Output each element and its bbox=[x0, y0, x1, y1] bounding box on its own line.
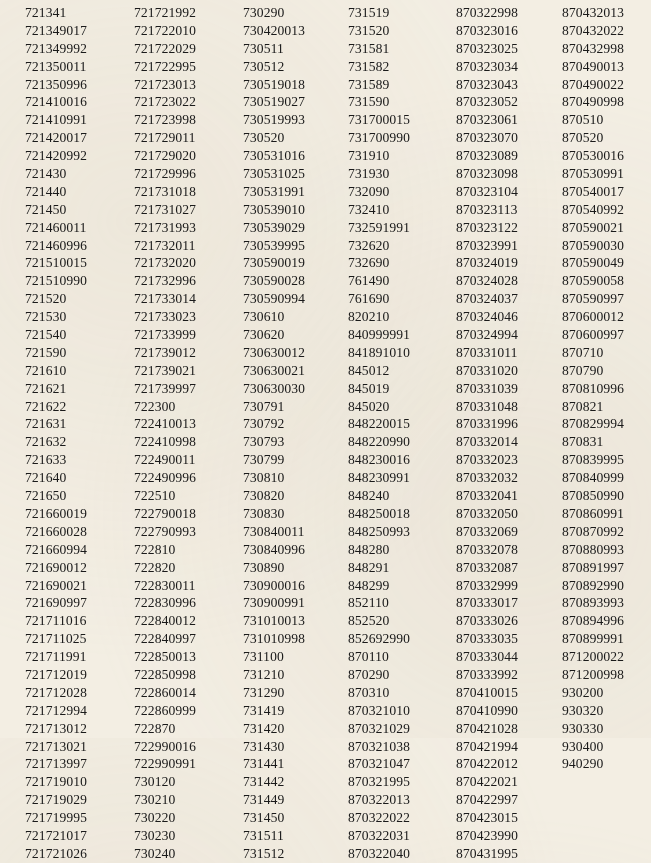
code-entry: 731700015 bbox=[348, 112, 411, 128]
code-entry: 730519027 bbox=[243, 94, 306, 110]
code-entry: 721460996 bbox=[25, 237, 88, 253]
code-entry: 870332041 bbox=[456, 488, 519, 504]
code-entry: 730590028 bbox=[243, 273, 306, 289]
code-entry: 731581 bbox=[348, 40, 390, 56]
code-entry: 852110 bbox=[348, 595, 389, 611]
code-entry: 870899991 bbox=[562, 631, 625, 647]
code-entry: 870323104 bbox=[456, 183, 519, 199]
code-entry: 870324994 bbox=[456, 327, 519, 343]
code-entry: 870490998 bbox=[562, 94, 625, 110]
code-entry: 721410016 bbox=[25, 94, 88, 110]
code-entry: 722410013 bbox=[134, 416, 197, 432]
code-entry: 870810996 bbox=[562, 380, 625, 396]
code-entry: 730220 bbox=[134, 810, 176, 826]
code-entry: 730120 bbox=[134, 774, 176, 790]
code-entry: 870322022 bbox=[348, 810, 411, 826]
code-entry: 870490013 bbox=[562, 58, 625, 74]
code-entry: 870432022 bbox=[562, 22, 625, 38]
code-entry: 722830996 bbox=[134, 595, 197, 611]
code-entry: 870332023 bbox=[456, 452, 519, 468]
code-entry: 930330 bbox=[562, 720, 604, 736]
code-entry: 721712019 bbox=[25, 666, 88, 682]
code-column-1 bbox=[25, 4, 87, 863]
code-entry: 721410991 bbox=[25, 112, 88, 128]
code-entry: 730890 bbox=[243, 559, 285, 575]
code-entry: 721510990 bbox=[25, 273, 88, 289]
code-entry: 870831 bbox=[562, 434, 604, 450]
code-entry: 870490022 bbox=[562, 76, 625, 92]
code-entry: 730512 bbox=[243, 58, 285, 74]
code-entry: 722990016 bbox=[134, 738, 197, 754]
code-entry: 731100 bbox=[243, 649, 284, 665]
code-entry: 761490 bbox=[348, 273, 390, 289]
code-entry: 721731027 bbox=[134, 201, 197, 217]
code-entry: 721739021 bbox=[134, 362, 197, 378]
code-entry: 870323070 bbox=[456, 130, 519, 146]
code-entry: 731519 bbox=[348, 5, 390, 20]
code-entry: 870322013 bbox=[348, 792, 411, 808]
code-entry: 870410990 bbox=[456, 702, 519, 718]
code-entry: 721660028 bbox=[25, 523, 88, 539]
code-entry: 848230016 bbox=[348, 452, 411, 468]
code-entry: 721712994 bbox=[25, 702, 88, 718]
code-entry: 721722029 bbox=[134, 40, 197, 56]
code-entry: 870431995 bbox=[456, 845, 519, 861]
code-entry: 870331996 bbox=[456, 416, 519, 432]
code-entry: 870540992 bbox=[562, 201, 625, 217]
code-entry: 722300 bbox=[134, 398, 176, 414]
code-entry: 721540 bbox=[25, 327, 67, 343]
code-entry: 870410015 bbox=[456, 684, 519, 700]
code-entry: 870600997 bbox=[562, 327, 625, 343]
code-entry: 852692990 bbox=[348, 631, 411, 647]
code-entry: 721450 bbox=[25, 201, 67, 217]
code-entry: 721721026 bbox=[25, 845, 88, 861]
code-entry: 721712028 bbox=[25, 684, 88, 700]
code-entry: 722990991 bbox=[134, 756, 197, 772]
code-entry: 870323098 bbox=[456, 166, 519, 182]
code-column-5 bbox=[456, 4, 518, 863]
code-entry: 721341 bbox=[25, 5, 67, 20]
code-entry: 870332087 bbox=[456, 559, 519, 575]
code-entry: 870590997 bbox=[562, 291, 625, 307]
code-entry: 870421994 bbox=[456, 738, 519, 754]
code-entry: 870323016 bbox=[456, 22, 519, 38]
code-entry: 730519993 bbox=[243, 112, 306, 128]
code-entry: 870530991 bbox=[562, 166, 625, 182]
code-entry: 845019 bbox=[348, 380, 390, 396]
code-entry: 731700990 bbox=[348, 130, 411, 146]
code-entry: 730511 bbox=[243, 40, 284, 56]
code-entry: 731010013 bbox=[243, 613, 306, 629]
code-entry: 870850990 bbox=[562, 488, 625, 504]
code-entry: 870333992 bbox=[456, 666, 519, 682]
code-entry: 730799 bbox=[243, 452, 285, 468]
code-entry: 730630021 bbox=[243, 362, 306, 378]
code-entry: 870332032 bbox=[456, 470, 519, 486]
code-entry: 721713021 bbox=[25, 738, 88, 754]
code-entry: 722870 bbox=[134, 720, 176, 736]
code-column-3 bbox=[243, 4, 305, 863]
code-entry: 722850013 bbox=[134, 649, 197, 665]
code-entry: 732690 bbox=[348, 255, 390, 271]
code-entry: 870422997 bbox=[456, 792, 519, 808]
code-entry: 721729996 bbox=[134, 166, 197, 182]
code-entry: 722810 bbox=[134, 541, 176, 557]
code-entry: 870332014 bbox=[456, 434, 519, 450]
code-entry: 721633 bbox=[25, 452, 67, 468]
code-entry: 730539029 bbox=[243, 219, 306, 235]
code-entry: 870829994 bbox=[562, 416, 625, 432]
code-entry: 870520 bbox=[562, 130, 604, 146]
code-entry: 870321010 bbox=[348, 702, 411, 718]
code-entry: 870894996 bbox=[562, 613, 625, 629]
code-entry: 852520 bbox=[348, 613, 390, 629]
code-entry: 721722010 bbox=[134, 22, 197, 38]
code-entry: 721721992 bbox=[134, 5, 197, 20]
code-entry: 870600012 bbox=[562, 309, 625, 325]
code-entry: 870323052 bbox=[456, 94, 519, 110]
code-entry: 730810 bbox=[243, 470, 285, 486]
code-entry: 870323061 bbox=[456, 112, 519, 128]
code-entry: 870590058 bbox=[562, 273, 625, 289]
code-entry: 870332078 bbox=[456, 541, 519, 557]
code-entry: 870324046 bbox=[456, 309, 519, 325]
code-entry: 870323122 bbox=[456, 219, 519, 235]
code-entry: 731511 bbox=[243, 827, 284, 843]
code-entry: 731210 bbox=[243, 666, 285, 682]
code-entry: 732620 bbox=[348, 237, 390, 253]
code-entry: 721350996 bbox=[25, 76, 88, 92]
code-entry: 721660994 bbox=[25, 541, 88, 557]
code-entry: 721711991 bbox=[25, 649, 87, 665]
code-entry: 870860991 bbox=[562, 505, 625, 521]
code-entry: 721719010 bbox=[25, 774, 88, 790]
code-entry: 721731018 bbox=[134, 183, 197, 199]
code-entry: 721420017 bbox=[25, 130, 88, 146]
code-entry: 721739997 bbox=[134, 380, 197, 396]
code-entry: 845020 bbox=[348, 398, 390, 414]
code-entry: 731442 bbox=[243, 774, 285, 790]
code-entry: 848240 bbox=[348, 488, 390, 504]
code-entry: 870790 bbox=[562, 362, 604, 378]
code-entry: 870323043 bbox=[456, 76, 519, 92]
code-entry: 721723998 bbox=[134, 112, 197, 128]
code-entry: 730840996 bbox=[243, 541, 306, 557]
code-entry: 731930 bbox=[348, 166, 390, 182]
code-entry: 730520 bbox=[243, 130, 285, 146]
code-entry: 730590019 bbox=[243, 255, 306, 271]
code-entry: 870421028 bbox=[456, 720, 519, 736]
code-entry: 870590030 bbox=[562, 237, 625, 253]
code-entry: 722790018 bbox=[134, 505, 197, 521]
code-entry: 721731993 bbox=[134, 219, 197, 235]
code-entry: 731450 bbox=[243, 810, 285, 826]
code-entry: 730610 bbox=[243, 309, 285, 325]
code-entry: 722860014 bbox=[134, 684, 197, 700]
code-entry: 730820 bbox=[243, 488, 285, 504]
code-entry: 730630012 bbox=[243, 344, 306, 360]
code-entry: 870324037 bbox=[456, 291, 519, 307]
code-entry: 870322040 bbox=[348, 845, 411, 861]
code-entry: 722850998 bbox=[134, 666, 197, 682]
code-entry: 721721017 bbox=[25, 827, 88, 843]
code-entry: 721350011 bbox=[25, 58, 87, 74]
code-entry: 721711025 bbox=[25, 631, 87, 647]
code-entry: 721690021 bbox=[25, 577, 88, 593]
code-entry: 870333026 bbox=[456, 613, 519, 629]
code-entry: 730630030 bbox=[243, 380, 306, 396]
code-entry: 721590 bbox=[25, 344, 67, 360]
code-entry: 730531025 bbox=[243, 166, 306, 182]
code-entry: 870333044 bbox=[456, 649, 519, 665]
code-entry: 721610 bbox=[25, 362, 67, 378]
code-entry: 870333017 bbox=[456, 595, 519, 611]
code-entry: 722790993 bbox=[134, 523, 197, 539]
code-entry: 721723013 bbox=[134, 76, 197, 92]
code-entry: 721722995 bbox=[134, 58, 197, 74]
code-entry: 870331020 bbox=[456, 362, 519, 378]
code-entry: 731910 bbox=[348, 148, 390, 164]
code-entry: 870331011 bbox=[456, 344, 518, 360]
code-entry: 870321029 bbox=[348, 720, 411, 736]
code-entry: 730590994 bbox=[243, 291, 306, 307]
code-entry: 722840997 bbox=[134, 631, 197, 647]
code-entry: 730830 bbox=[243, 505, 285, 521]
code-entry: 870892990 bbox=[562, 577, 625, 593]
code-entry: 721729011 bbox=[134, 130, 196, 146]
code-entry: 721732996 bbox=[134, 273, 197, 289]
code-entry: 721520 bbox=[25, 291, 67, 307]
code-entry: 930320 bbox=[562, 702, 604, 718]
code-entry: 722410998 bbox=[134, 434, 197, 450]
code-entry: 870321995 bbox=[348, 774, 411, 790]
code-entry: 730531991 bbox=[243, 183, 306, 199]
code-entry: 731449 bbox=[243, 792, 285, 808]
code-entry: 730539995 bbox=[243, 237, 306, 253]
code-entry: 845012 bbox=[348, 362, 390, 378]
code-column-6 bbox=[562, 4, 624, 773]
code-entry: 721631 bbox=[25, 416, 67, 432]
code-entry: 848299 bbox=[348, 577, 390, 593]
code-entry: 721621 bbox=[25, 380, 67, 396]
code-column-2 bbox=[134, 4, 196, 863]
code-entry: 870530016 bbox=[562, 148, 625, 164]
code-entry: 721530 bbox=[25, 309, 67, 325]
code-entry: 870422012 bbox=[456, 756, 519, 772]
code-entry: 721640 bbox=[25, 470, 67, 486]
code-entry: 848220015 bbox=[348, 416, 411, 432]
code-entry: 870322998 bbox=[456, 5, 519, 20]
code-entry: 721733014 bbox=[134, 291, 197, 307]
code-entry: 721719995 bbox=[25, 810, 88, 826]
code-entry: 722490011 bbox=[134, 452, 196, 468]
code-entry: 722860999 bbox=[134, 702, 197, 718]
code-entry: 730420013 bbox=[243, 22, 306, 38]
code-entry: 722490996 bbox=[134, 470, 197, 486]
code-entry: 721690997 bbox=[25, 595, 88, 611]
code-entry: 730620 bbox=[243, 327, 285, 343]
code-entry: 721430 bbox=[25, 166, 67, 182]
code-entry: 870893993 bbox=[562, 595, 625, 611]
code-entry: 870840999 bbox=[562, 470, 625, 486]
code-entry: 848220990 bbox=[348, 434, 411, 450]
code-entry: 871200998 bbox=[562, 666, 625, 682]
code-entry: 848280 bbox=[348, 541, 390, 557]
code-entry: 870432998 bbox=[562, 40, 625, 56]
code-entry: 870323991 bbox=[456, 237, 519, 253]
code-entry: 731420 bbox=[243, 720, 285, 736]
code-entry: 848250993 bbox=[348, 523, 411, 539]
code-entry: 730531016 bbox=[243, 148, 306, 164]
code-entry: 721349017 bbox=[25, 22, 88, 38]
code-entry: 870870992 bbox=[562, 523, 625, 539]
code-entry: 870321047 bbox=[348, 756, 411, 772]
code-entry: 731010998 bbox=[243, 631, 306, 647]
code-entry: 731512 bbox=[243, 845, 285, 861]
code-entry: 721719029 bbox=[25, 792, 88, 808]
code-entry: 870323113 bbox=[456, 201, 518, 217]
code-entry: 930200 bbox=[562, 684, 604, 700]
code-entry: 731582 bbox=[348, 58, 390, 74]
code-entry: 870590049 bbox=[562, 255, 625, 271]
code-entry: 870710 bbox=[562, 344, 604, 360]
code-entry: 820210 bbox=[348, 309, 390, 325]
code-entry: 731520 bbox=[348, 22, 390, 38]
code-entry: 721632 bbox=[25, 434, 67, 450]
code-entry: 721690012 bbox=[25, 559, 88, 575]
code-entry: 761690 bbox=[348, 291, 390, 307]
code-entry: 870540017 bbox=[562, 183, 625, 199]
code-entry: 721622 bbox=[25, 398, 67, 414]
code-entry: 732410 bbox=[348, 201, 390, 217]
code-entry: 721723022 bbox=[134, 94, 197, 110]
code-entry: 930400 bbox=[562, 738, 604, 754]
code-entry: 722510 bbox=[134, 488, 176, 504]
code-entry: 871200022 bbox=[562, 649, 625, 665]
code-entry: 721733023 bbox=[134, 309, 197, 325]
code-entry: 730900016 bbox=[243, 577, 306, 593]
code-entry: 721713997 bbox=[25, 756, 88, 772]
code-entry: 731290 bbox=[243, 684, 285, 700]
code-entry: 721733999 bbox=[134, 327, 197, 343]
code-entry: 731419 bbox=[243, 702, 285, 718]
code-entry: 870110 bbox=[348, 649, 389, 665]
code-entry: 721440 bbox=[25, 183, 67, 199]
code-entry: 730240 bbox=[134, 845, 176, 861]
code-column-4 bbox=[348, 4, 410, 863]
code-entry: 870324028 bbox=[456, 273, 519, 289]
code-entry: 732090 bbox=[348, 183, 390, 199]
code-entry: 870323089 bbox=[456, 148, 519, 164]
code-entry: 721349992 bbox=[25, 40, 88, 56]
code-entry: 721711016 bbox=[25, 613, 87, 629]
code-entry: 730840011 bbox=[243, 523, 305, 539]
code-entry: 870321038 bbox=[348, 738, 411, 754]
code-entry: 870510 bbox=[562, 112, 604, 128]
code-entry: 730793 bbox=[243, 434, 285, 450]
code-entry: 840999991 bbox=[348, 327, 411, 343]
code-entry: 841891010 bbox=[348, 344, 411, 360]
code-entry: 870324019 bbox=[456, 255, 519, 271]
code-entry: 870590021 bbox=[562, 219, 625, 235]
code-entry: 848291 bbox=[348, 559, 390, 575]
code-entry: 731589 bbox=[348, 76, 390, 92]
code-entry: 730791 bbox=[243, 398, 285, 414]
code-entry: 870332069 bbox=[456, 523, 519, 539]
code-entry: 870880993 bbox=[562, 541, 625, 557]
code-entry: 870323025 bbox=[456, 40, 519, 56]
code-entry: 722840012 bbox=[134, 613, 197, 629]
code-entry: 870310 bbox=[348, 684, 390, 700]
code-entry: 730210 bbox=[134, 792, 176, 808]
code-entry: 870323034 bbox=[456, 58, 519, 74]
code-entry: 721460011 bbox=[25, 219, 87, 235]
code-entry: 722820 bbox=[134, 559, 176, 575]
code-entry: 870322031 bbox=[348, 827, 411, 843]
code-entry: 721739012 bbox=[134, 344, 197, 360]
code-entry: 870891997 bbox=[562, 559, 625, 575]
code-entry: 730792 bbox=[243, 416, 285, 432]
code-entry: 721660019 bbox=[25, 505, 88, 521]
code-entry: 721732011 bbox=[134, 237, 196, 253]
code-entry: 721729020 bbox=[134, 148, 197, 164]
code-entry: 721420992 bbox=[25, 148, 88, 164]
code-entry: 870331048 bbox=[456, 398, 519, 414]
code-entry: 721510015 bbox=[25, 255, 88, 271]
code-entry: 731430 bbox=[243, 738, 285, 754]
code-entry: 870432013 bbox=[562, 5, 625, 20]
code-entry: 870423990 bbox=[456, 827, 519, 843]
code-entry: 940290 bbox=[562, 756, 604, 772]
code-entry: 721732020 bbox=[134, 255, 197, 271]
code-entry: 870423015 bbox=[456, 810, 519, 826]
code-entry: 722830011 bbox=[134, 577, 196, 593]
code-entry: 870839995 bbox=[562, 452, 625, 468]
code-entry: 730290 bbox=[243, 5, 285, 20]
code-entry: 848230991 bbox=[348, 470, 411, 486]
code-entry: 870821 bbox=[562, 398, 604, 414]
code-entry: 731441 bbox=[243, 756, 285, 772]
code-entry: 870333035 bbox=[456, 631, 519, 647]
code-entry: 721650 bbox=[25, 488, 67, 504]
code-entry: 870290 bbox=[348, 666, 390, 682]
code-entry: 730230 bbox=[134, 827, 176, 843]
code-entry: 730519018 bbox=[243, 76, 306, 92]
code-entry: 870422021 bbox=[456, 774, 519, 790]
code-entry: 870332050 bbox=[456, 505, 519, 521]
code-entry: 848250018 bbox=[348, 505, 411, 521]
code-entry: 731590 bbox=[348, 94, 390, 110]
code-entry: 721713012 bbox=[25, 720, 88, 736]
code-entry: 732591991 bbox=[348, 219, 411, 235]
code-entry: 870332999 bbox=[456, 577, 519, 593]
code-entry: 730900991 bbox=[243, 595, 306, 611]
code-entry: 730539010 bbox=[243, 201, 306, 217]
code-entry: 870331039 bbox=[456, 380, 519, 396]
